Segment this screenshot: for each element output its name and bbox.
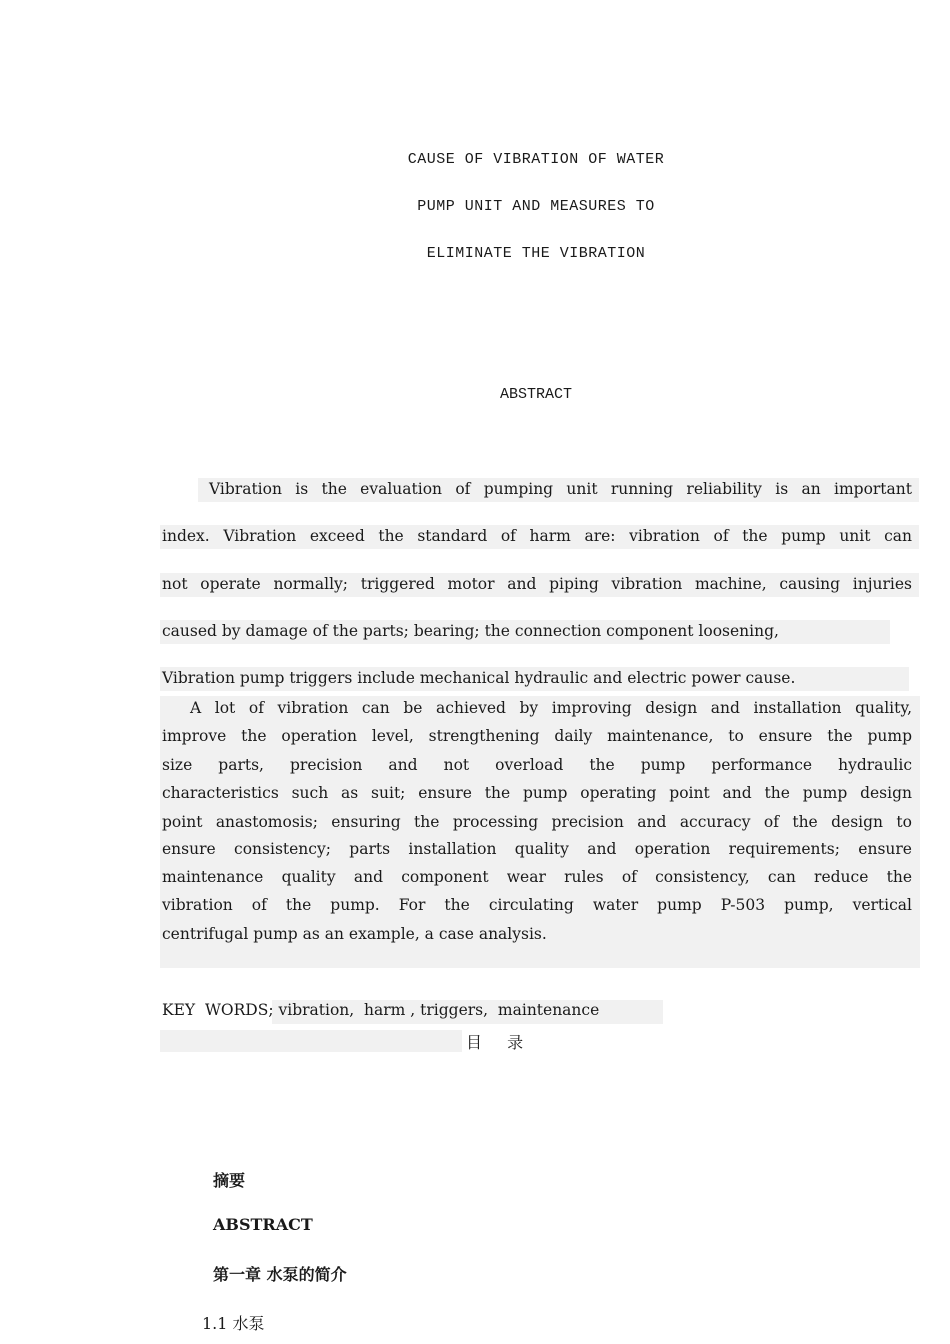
abstract-line: improve the operation level, strengthening daily maintenance, to ensure the pump [162, 727, 912, 745]
title-line-1: CAUSE OF VIBRATION OF WATER [407, 151, 665, 168]
abstract-line: size parts, precision and not overload the pump performance hydraulic [162, 756, 912, 774]
abstract-line: Vibration is the evaluation of pumping unit running reliability is an important [209, 480, 912, 498]
highlight-block [160, 1030, 462, 1052]
abstract-line: not operate normally; triggered motor and piping vibration machine, causing injuries [162, 575, 912, 593]
abstract-line: index. Vibration exceed the standard of harm are: vibration of the pump unit can [162, 527, 912, 545]
title-line-2: PUMP UNIT AND MEASURES TO [417, 198, 655, 215]
toc-item-abstract-en[interactable]: ABSTRACT [213, 1215, 313, 1234]
abstract-line: centrifugal pump as an example, a case analysis. [162, 925, 547, 943]
abstract-line: point anastomosis; ensuring the processing precision and accuracy of the design to [162, 813, 912, 831]
toc-item-chapter-1[interactable]: 第一章 水泵的简介 [213, 1265, 347, 1284]
toc-item-section-1-1[interactable]: 1.1 水泵 [202, 1314, 265, 1333]
abstract-line: maintenance quality and component wear rules of consistency, can reduce the [162, 868, 912, 886]
abstract-heading: ABSTRACT [499, 386, 572, 403]
abstract-line: caused by damage of the parts; bearing; the connection component loosening, [162, 622, 779, 640]
toc-item-abstract-cn[interactable]: 摘要 [213, 1171, 246, 1190]
title-line-3: ELIMINATE THE VIBRATION [426, 245, 646, 262]
keywords-line: KEY WORDS; vibration, harm , triggers, maintenance [162, 1001, 600, 1019]
toc-title: 目 录 [466, 1033, 534, 1052]
abstract-line: characteristics such as suit; ensure the pump operating point and the pump design [162, 784, 912, 802]
abstract-line: ensure consistency; parts installation quality and operation requirements; ensure [162, 840, 912, 858]
abstract-line: A lot of vibration can be achieved by improving design and installation quality, [190, 699, 912, 717]
abstract-line: vibration of the pump. For the circulating water pump P-503 pump, vertical [162, 896, 912, 914]
abstract-line: Vibration pump triggers include mechanical hydraulic and electric power cause. [162, 669, 796, 687]
